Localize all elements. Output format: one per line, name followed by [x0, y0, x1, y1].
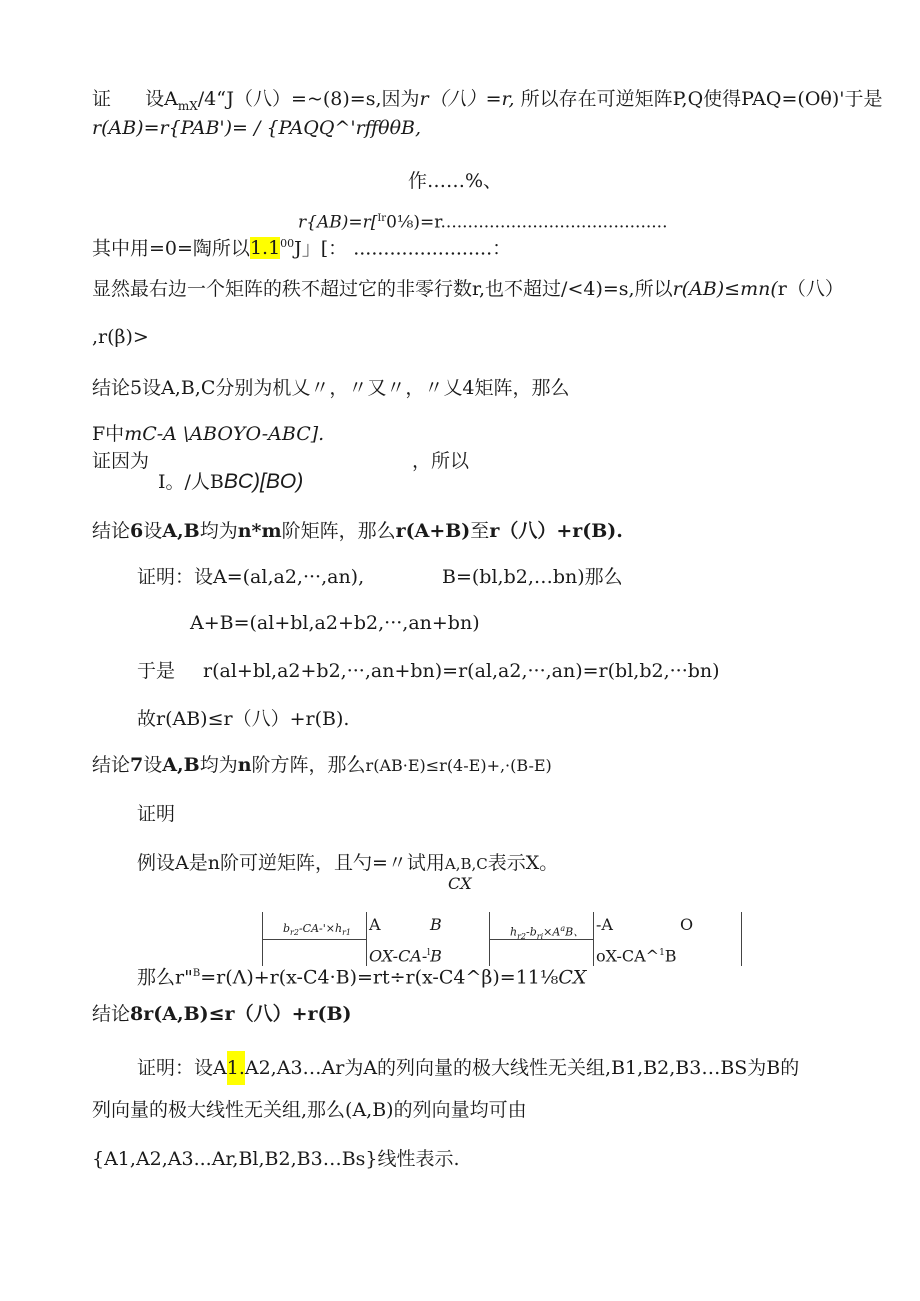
- matrix-1-arrow-label: [283, 922, 351, 940]
- text-segment: =r(Λ)+r(x-C4·B)=rt÷r(x-C4^β)=11⅛: [200, 966, 559, 989]
- conclusion-6-then-b: r(al+bl,a2+b2,···,an+bn)=r(al,a2,···,an)=r(bl,b2,···bn): [203, 660, 720, 682]
- matrix-1-inner-bar: [366, 912, 367, 966]
- text-segment: r{AB)=r[: [298, 212, 378, 233]
- proof-line-5: [92, 278, 844, 300]
- text-segment: 其中用=0=陶所以: [92, 237, 250, 260]
- matrix-1-r1c2: B: [430, 915, 442, 934]
- subscript: r1: [342, 928, 352, 938]
- matrix-2-right-bar: [741, 912, 742, 966]
- text-segment: r（八）: [489, 520, 557, 542]
- matrix-2-inner-bar: [593, 912, 594, 966]
- conclusion-7-final: [137, 963, 586, 988]
- text-segment: ×A: [543, 925, 561, 939]
- text-segment: 结论: [92, 1003, 131, 1025]
- text-segment: 阶方阵，那么: [251, 754, 366, 776]
- text-segment: 设: [143, 754, 163, 776]
- conclusion-8-line-3: {A1,A2,A3...Ar,Bl,B2,B3…Bs}线性表示.: [92, 1148, 460, 1170]
- subscript: ri: [536, 931, 544, 941]
- conclusion-8-line-2: 列向量的极大线性无关组,那么(A,B)的列向量均可由: [92, 1099, 527, 1121]
- text-segment: h: [510, 925, 518, 939]
- subscript: r2: [517, 931, 527, 941]
- text-segment: 证明：设A: [137, 1057, 227, 1079]
- text-segment: B、: [565, 925, 585, 939]
- text-segment: mC-A \ABOYO-ABC].: [124, 423, 325, 445]
- text-segment: /4“J（八）=~(8)=s,因为: [197, 88, 420, 110]
- text-segment: 显然最右边一个矩阵的秩不超过它的非零行数r,也不超过/<4)=s,所以: [92, 278, 673, 300]
- conclusion-6-proof-b: B=(bl,b2,…bn)那么: [442, 566, 623, 588]
- conclusion-7-example: [137, 852, 558, 875]
- highlight-mark: 1.: [227, 1051, 245, 1085]
- cx-label: CX: [448, 874, 472, 893]
- highlight-mark: 1.1: [249, 237, 281, 260]
- matrix-2-r1c2: O: [680, 915, 694, 934]
- text-segment: 结论: [92, 754, 131, 776]
- conclusion-6-sum: A+B=(al+bl,a2+b2,···,an+bn): [190, 612, 480, 634]
- text-segment: 那么r": [137, 966, 193, 989]
- text-segment: 7: [130, 754, 144, 776]
- text-segment: 均为: [199, 520, 238, 542]
- text-segment: F中: [92, 423, 125, 445]
- superscript: 1: [659, 948, 665, 958]
- conclusion-5-proof-a: 证因为: [92, 450, 150, 472]
- superscript: Ir: [377, 213, 387, 224]
- text-segment: 8r(A,B)≤r（八）+r(B): [130, 1003, 352, 1025]
- proof-label: 证: [92, 88, 112, 110]
- text-segment: r(AB)≤mn(: [672, 278, 778, 300]
- subscript: mX: [177, 98, 198, 113]
- text-segment: r（八）=r,: [419, 88, 515, 110]
- text-segment: +r(B).: [556, 520, 623, 542]
- text-segment: I。/人B: [158, 471, 224, 493]
- text-segment: CX: [558, 966, 587, 989]
- text-segment: oX-CA^: [596, 946, 660, 966]
- text-segment: 阶矩阵，那么: [281, 520, 396, 542]
- conclusion-6-then-a: 于是: [137, 660, 176, 682]
- text-segment: B: [430, 946, 442, 966]
- text-segment: A2,A3…Ar为A的列向量的极大线性无关组,B1,B2,B3…BS为B的: [244, 1057, 800, 1079]
- text-segment: 至: [470, 520, 490, 542]
- matrix-1-r1c1: A: [369, 915, 381, 934]
- conclusion-5-proof-b: ，所以: [412, 450, 470, 472]
- text-segment: 结论: [92, 520, 131, 542]
- proof-line-1: [92, 88, 882, 117]
- proof-line-3: [298, 208, 667, 234]
- proof-line-6: ,r(β)>: [92, 326, 149, 348]
- text-segment: 例设A是n阶可逆矩阵，且勺=〃试用: [137, 852, 445, 874]
- conclusion-7-proof-label: 证明: [137, 803, 176, 825]
- text-segment: 6: [130, 520, 144, 542]
- superscript: 00: [280, 237, 295, 250]
- text-segment: -CA-'×h: [298, 922, 343, 935]
- matrix-2-row-2: [596, 942, 677, 967]
- text-segment: r(AB·E)≤r(4-E)+,·(B-E): [365, 756, 552, 775]
- conclusion-6-proof-a: 证明：设A=(al,a2,···,an),: [137, 566, 365, 588]
- text-segment: A,B: [162, 754, 200, 776]
- text-segment: BC)[BO): [223, 470, 304, 493]
- conclusion-8-proof: [137, 1051, 799, 1085]
- conclusion-6-so: 故r(AB)≤r（八）+r(B).: [137, 708, 350, 730]
- text-segment: r(A+B): [395, 520, 471, 542]
- text-segment: 表示X。: [487, 852, 559, 874]
- text-segment: n: [237, 754, 252, 776]
- text-segment: B: [664, 946, 677, 966]
- text-segment: OX-CA-: [369, 946, 428, 966]
- text-segment: n*m: [237, 520, 282, 542]
- superscript: B: [192, 968, 201, 979]
- text-segment: 0⅛)=r..........................................: [386, 212, 668, 233]
- text-segment: 设A: [145, 88, 178, 110]
- text-segment: 设: [143, 520, 163, 542]
- text-segment: -b: [526, 925, 537, 939]
- text-segment: A,B,C: [444, 855, 488, 873]
- superscript: a: [560, 924, 566, 933]
- conclusion-5-formula: [92, 423, 324, 445]
- conclusion-7-title: [92, 754, 552, 777]
- superscript: l: [427, 948, 431, 958]
- conclusion-5-title: 结论5设A,B,C分别为机乂〃，〃又〃，〃乂4矩阵，那么: [92, 377, 570, 399]
- conclusion-5-tail: [158, 471, 303, 493]
- matrix-2-r1c1: -A: [596, 915, 613, 934]
- text-segment: 所以存在可逆矩阵P,Q使得PAQ=(Oθ)'于是: [520, 88, 883, 110]
- text-segment: 均为: [199, 754, 238, 776]
- center-line: 作……%、: [408, 170, 503, 192]
- conclusion-6-title: [92, 520, 623, 542]
- proof-line-4: [92, 233, 511, 259]
- text-segment: A,B: [162, 520, 200, 542]
- subscript: r2: [290, 928, 299, 938]
- proof-line-2: r(AB)=r{PAB')= / {PAQQ^'rffθθB,: [92, 117, 422, 139]
- text-segment: r（八）: [777, 278, 844, 300]
- text-segment: J」[： .......................：: [294, 237, 512, 260]
- matrix-2-arrow-label: [510, 922, 584, 944]
- conclusion-8-title: [92, 1003, 352, 1025]
- text-segment: b: [283, 922, 291, 935]
